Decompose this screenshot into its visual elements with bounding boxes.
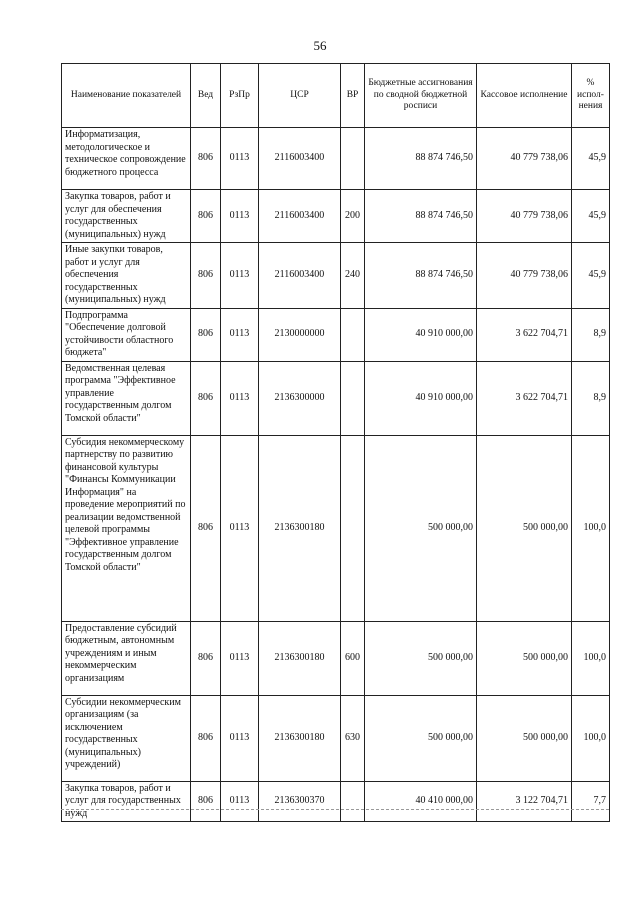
cell-budget: 500 000,00 bbox=[365, 695, 477, 781]
cell-csr: 2136300000 bbox=[259, 361, 341, 435]
table-row bbox=[62, 621, 610, 695]
cell-ved: 806 bbox=[191, 308, 221, 361]
cell-ved: 806 bbox=[191, 435, 221, 621]
cell-percent: 45,9 bbox=[572, 243, 610, 309]
header-rzpr: РзПр bbox=[221, 64, 259, 128]
cell-cash: 500 000,00 bbox=[477, 695, 572, 781]
header-name: Наименование показателей bbox=[62, 64, 191, 128]
cell-csr: 2130000000 bbox=[259, 308, 341, 361]
cell-vr bbox=[341, 128, 365, 190]
cell-cash: 500 000,00 bbox=[477, 435, 572, 621]
cell-percent: 45,9 bbox=[572, 190, 610, 243]
cell-rzpr: 0113 bbox=[221, 435, 259, 621]
cell-rzpr: 0113 bbox=[221, 695, 259, 781]
cell-csr: 2116003400 bbox=[259, 190, 341, 243]
cell-name: Субсидии некоммерческим организациям (за исключением государственных (муниципальных) учреждений) bbox=[62, 695, 191, 781]
cell-rzpr: 0113 bbox=[221, 361, 259, 435]
cell-cash: 3 622 704,71 bbox=[477, 361, 572, 435]
cell-percent: 100,0 bbox=[572, 435, 610, 621]
cell-csr: 2136300180 bbox=[259, 435, 341, 621]
cell-name: Информатизация, методологическое и техническое сопровождение бюджетного процесса bbox=[62, 128, 191, 190]
cell-vr: 600 bbox=[341, 621, 365, 695]
cell-budget: 88 874 746,50 bbox=[365, 190, 477, 243]
cell-cash: 500 000,00 bbox=[477, 621, 572, 695]
cell-budget: 88 874 746,50 bbox=[365, 128, 477, 190]
cell-name: Предоставление субсидий бюджетным, автономным учреждениям и иным некоммерческим организациям bbox=[62, 621, 191, 695]
cell-percent: 100,0 bbox=[572, 621, 610, 695]
cell-name: Субсидия некоммерческому партнерству по развитию финансовой культуры "Финансы Коммуникации Информация" на проведение мероприятий по реализации ведомственной целевой программы "Эффективное управление государственным долгом Томской области" bbox=[62, 435, 191, 621]
cell-budget: 88 874 746,50 bbox=[365, 243, 477, 309]
cell-percent: 7,7 bbox=[572, 781, 610, 822]
cell-budget: 500 000,00 bbox=[365, 435, 477, 621]
cell-budget: 40 410 000,00 bbox=[365, 781, 477, 822]
cell-name: Закупка товаров, работ и услуг для обеспечения государственных (муниципальных) нужд bbox=[62, 190, 191, 243]
cell-ved: 806 bbox=[191, 695, 221, 781]
cell-vr bbox=[341, 308, 365, 361]
header-percent: % испол-нения bbox=[572, 64, 610, 128]
cell-rzpr: 0113 bbox=[221, 781, 259, 822]
cell-name: Иные закупки товаров, работ и услуг для обеспечения государственных (муниципальных) нужд bbox=[62, 243, 191, 309]
cell-vr bbox=[341, 435, 365, 621]
cell-name: Подпрограмма "Обеспечение долговой устойчивости областного бюджета" bbox=[62, 308, 191, 361]
cell-name: Закупка товаров, работ и услуг для государственных нужд bbox=[62, 781, 191, 822]
cell-vr: 200 bbox=[341, 190, 365, 243]
cell-percent: 8,9 bbox=[572, 361, 610, 435]
cell-cash: 3 122 704,71 bbox=[477, 781, 572, 822]
cell-rzpr: 0113 bbox=[221, 243, 259, 309]
cell-csr: 2136300180 bbox=[259, 621, 341, 695]
cell-cash: 40 779 738,06 bbox=[477, 128, 572, 190]
cell-vr bbox=[341, 361, 365, 435]
table-row bbox=[62, 435, 610, 621]
table-row bbox=[62, 361, 610, 435]
page-bottom-rule bbox=[61, 809, 609, 810]
cell-rzpr: 0113 bbox=[221, 128, 259, 190]
cell-csr: 2136300180 bbox=[259, 695, 341, 781]
table-row bbox=[62, 781, 610, 822]
cell-percent: 45,9 bbox=[572, 128, 610, 190]
cell-vr: 630 bbox=[341, 695, 365, 781]
table-row bbox=[62, 308, 610, 361]
cell-ved: 806 bbox=[191, 243, 221, 309]
table-row bbox=[62, 695, 610, 781]
cell-percent: 100,0 bbox=[572, 695, 610, 781]
cell-budget: 40 910 000,00 bbox=[365, 361, 477, 435]
cell-ved: 806 bbox=[191, 190, 221, 243]
cell-rzpr: 0113 bbox=[221, 308, 259, 361]
cell-rzpr: 0113 bbox=[221, 190, 259, 243]
cell-budget: 40 910 000,00 bbox=[365, 308, 477, 361]
cell-ved: 806 bbox=[191, 361, 221, 435]
cell-ved: 806 bbox=[191, 621, 221, 695]
cell-name: Ведомственная целевая программа "Эффективное управление государственным долгом Томской области" bbox=[62, 361, 191, 435]
header-vr: ВР bbox=[341, 64, 365, 128]
cell-csr: 2116003400 bbox=[259, 128, 341, 190]
cell-rzpr: 0113 bbox=[221, 621, 259, 695]
header-budget: Бюджетные ассигнования по сводной бюджетной росписи bbox=[365, 64, 477, 128]
header-csr: ЦСР bbox=[259, 64, 341, 128]
header-cash: Кассовое исполнение bbox=[477, 64, 572, 128]
page-number: 56 bbox=[313, 38, 327, 53]
cell-csr: 2136300370 bbox=[259, 781, 341, 822]
cell-cash: 3 622 704,71 bbox=[477, 308, 572, 361]
cell-vr: 240 bbox=[341, 243, 365, 309]
cell-ved: 806 bbox=[191, 781, 221, 822]
cell-percent: 8,9 bbox=[572, 308, 610, 361]
cell-csr: 2116003400 bbox=[259, 243, 341, 309]
table-row bbox=[62, 190, 610, 243]
cell-ved: 806 bbox=[191, 128, 221, 190]
budget-table bbox=[61, 63, 610, 822]
cell-cash: 40 779 738,06 bbox=[477, 243, 572, 309]
cell-cash: 40 779 738,06 bbox=[477, 190, 572, 243]
cell-vr bbox=[341, 781, 365, 822]
header-ved: Вед bbox=[191, 64, 221, 128]
table-row bbox=[62, 128, 610, 190]
table-row bbox=[62, 243, 610, 309]
cell-budget: 500 000,00 bbox=[365, 621, 477, 695]
